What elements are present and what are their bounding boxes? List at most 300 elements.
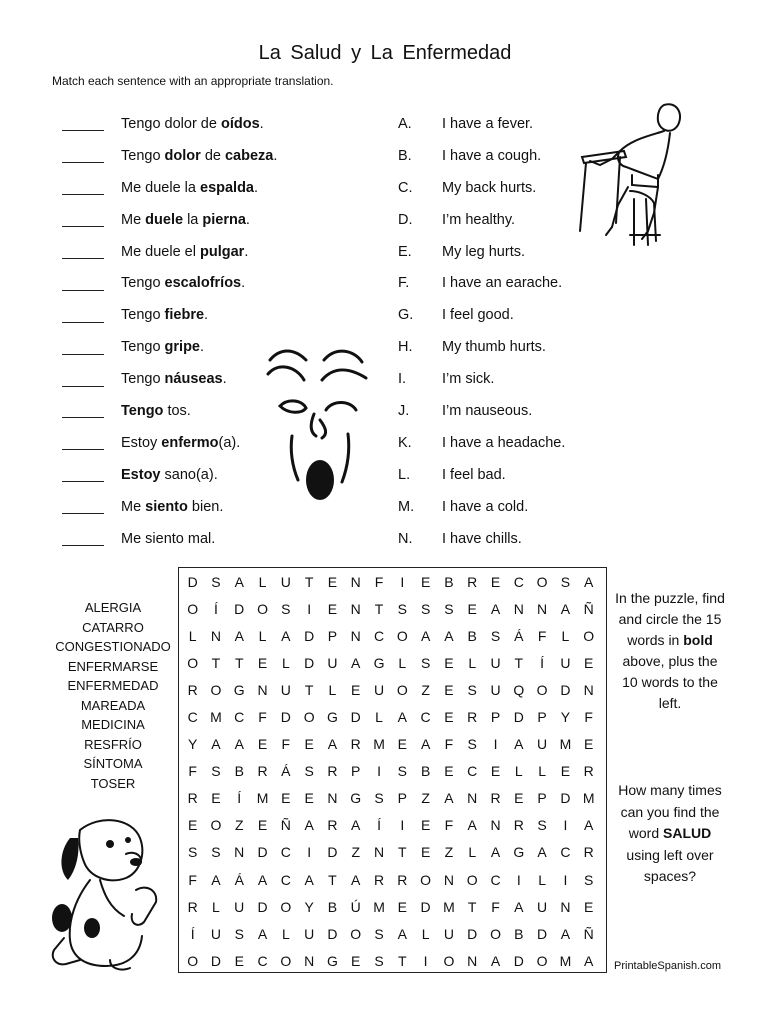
grid-letter[interactable]: R	[327, 817, 338, 834]
grid-letter[interactable]: O	[210, 681, 222, 698]
grid-letter[interactable]: S	[397, 763, 407, 780]
grid-letter[interactable]: L	[538, 871, 546, 888]
grid-letter[interactable]: R	[583, 763, 594, 780]
grid-letter[interactable]: M	[256, 790, 269, 807]
grid-letter[interactable]: C	[490, 871, 501, 888]
grid-row	[181, 920, 600, 947]
grid-letter[interactable]: U	[490, 654, 501, 671]
grid-letter[interactable]: E	[304, 736, 314, 753]
grid-letter[interactable]: N	[467, 952, 478, 969]
grid-letter[interactable]: Y	[560, 709, 571, 726]
grid-letter[interactable]: R	[187, 790, 198, 807]
grid-letter[interactable]: N	[467, 790, 478, 807]
grid-letter[interactable]: Ú	[350, 898, 361, 915]
grid-letter[interactable]: I	[516, 871, 521, 888]
grid-letter[interactable]: E	[444, 763, 454, 780]
grid-letter[interactable]: N	[327, 790, 338, 807]
text-segment: .	[273, 147, 278, 164]
grid-letter[interactable]: C	[420, 709, 431, 726]
grid-letter[interactable]: U	[560, 654, 571, 671]
grid-letter[interactable]: A	[397, 925, 407, 942]
grid-letter[interactable]: L	[212, 898, 220, 915]
grid-letter[interactable]: E	[490, 573, 501, 590]
grid-letter[interactable]: P	[351, 763, 361, 780]
grid-letter[interactable]: A	[537, 844, 547, 861]
grid-letter[interactable]: N	[560, 898, 571, 915]
grid-letter[interactable]: P	[537, 790, 547, 807]
grid-letter[interactable]: U	[280, 681, 291, 698]
grid-letter[interactable]: D	[560, 681, 571, 698]
grid-letter[interactable]: U	[490, 681, 501, 698]
grid-letter[interactable]: E	[514, 790, 524, 807]
grid-letter[interactable]: F	[374, 573, 384, 590]
grid-letter[interactable]: C	[280, 871, 291, 888]
grid-letter[interactable]: R	[583, 844, 594, 861]
grid-letter[interactable]: E	[420, 573, 431, 590]
grid-letter[interactable]: N	[350, 600, 361, 617]
grid-letter[interactable]: L	[258, 627, 267, 644]
grid-letter[interactable]: S	[560, 573, 571, 590]
grid-letter[interactable]: P	[397, 790, 407, 807]
grid-letter[interactable]: P	[490, 709, 501, 726]
grid-letter[interactable]: M	[443, 898, 455, 915]
grid-letter[interactable]: N	[373, 844, 385, 861]
grid-letter[interactable]: S	[211, 573, 221, 590]
grid-letter[interactable]: A	[351, 654, 361, 671]
grid-letter[interactable]: N	[350, 627, 361, 644]
grid-letter[interactable]: A	[490, 952, 501, 969]
grid-letter[interactable]: Ñ	[280, 817, 291, 834]
grid-letter[interactable]: Á	[234, 871, 244, 888]
translation-letter: L.	[398, 466, 411, 483]
grid-letter[interactable]: D	[187, 573, 198, 590]
grid-letter[interactable]: N	[210, 627, 221, 644]
answer-blank[interactable]	[62, 372, 104, 387]
sentence-text	[121, 403, 191, 419]
grid-letter[interactable]: O	[536, 952, 548, 969]
grid-letter[interactable]: R	[350, 736, 361, 753]
grid-letter[interactable]: O	[420, 871, 432, 888]
grid-letter[interactable]: O	[187, 600, 199, 617]
grid-letter[interactable]: S	[211, 844, 221, 861]
grid-letter[interactable]: F	[444, 817, 454, 834]
grid-letter[interactable]: T	[398, 952, 407, 969]
grid-letter[interactable]: E	[257, 736, 268, 753]
grid-letter[interactable]: C	[280, 844, 291, 861]
grid-letter[interactable]: R	[513, 817, 524, 834]
grid-letter[interactable]: A	[351, 817, 361, 834]
grid-letter[interactable]: N	[583, 681, 594, 698]
grid-letter[interactable]: A	[444, 627, 454, 644]
grid-letter[interactable]: I	[493, 736, 498, 753]
grid-letter[interactable]: O	[536, 681, 548, 698]
translation-letter: B.	[398, 147, 412, 164]
grid-letter[interactable]: B	[514, 925, 524, 942]
grid-letter[interactable]: F	[188, 871, 197, 888]
grid-letter[interactable]: M	[373, 898, 385, 915]
grid-letter[interactable]: A	[444, 790, 454, 807]
grid-letter[interactable]: S	[490, 627, 501, 644]
sentence-row	[62, 140, 382, 172]
grid-letter[interactable]: O	[280, 952, 292, 969]
grid-letter[interactable]: G	[326, 709, 338, 726]
grid-letter[interactable]: T	[374, 600, 384, 617]
answer-blank[interactable]	[62, 116, 104, 131]
grid-letter[interactable]: G	[326, 952, 338, 969]
grid-letter[interactable]: E	[444, 709, 454, 726]
grid-letter[interactable]: U	[537, 898, 548, 915]
grid-letter[interactable]: S	[584, 871, 594, 888]
grid-letter[interactable]: F	[258, 709, 267, 726]
grid-letter[interactable]: A	[234, 736, 244, 753]
grid-letter[interactable]: A	[351, 871, 361, 888]
grid-letter[interactable]: O	[396, 627, 408, 644]
text-segment: gripe	[164, 339, 200, 356]
grid-letter[interactable]: T	[514, 654, 524, 671]
answer-blank[interactable]	[62, 148, 104, 163]
grid-letter[interactable]: D	[327, 925, 338, 942]
grid-letter[interactable]: D	[513, 709, 524, 726]
grid-letter[interactable]: I	[563, 817, 568, 834]
grid-letter[interactable]: R	[397, 871, 408, 888]
grid-letter[interactable]: I	[563, 871, 568, 888]
grid-letter[interactable]: L	[281, 654, 290, 671]
grid-letter[interactable]: C	[467, 763, 478, 780]
grid-letter[interactable]: O	[583, 627, 595, 644]
grid-letter[interactable]: I	[423, 952, 428, 969]
grid-letter[interactable]: Z	[351, 844, 360, 861]
grid-letter[interactable]: L	[421, 925, 430, 942]
grid-letter[interactable]: G	[233, 681, 245, 698]
grid-letter[interactable]: F	[537, 627, 547, 644]
grid-letter[interactable]: A	[234, 627, 244, 644]
grid-letter[interactable]: E	[467, 600, 477, 617]
grid-letter[interactable]: A	[327, 736, 338, 753]
answer-blank[interactable]	[62, 467, 104, 482]
grid-letter[interactable]: Y	[187, 736, 198, 753]
grid-letter[interactable]: A	[397, 709, 407, 726]
grid-letter[interactable]: R	[467, 709, 478, 726]
grid-letter[interactable]: M	[559, 736, 572, 753]
grid-letter[interactable]: L	[398, 654, 407, 671]
grid-letter[interactable]: I	[377, 763, 381, 780]
grid-letter[interactable]: A	[234, 573, 244, 590]
grid-letter[interactable]: U	[443, 925, 454, 942]
grid-letter[interactable]: S	[374, 925, 384, 942]
grid-letter[interactable]: S	[467, 681, 477, 698]
grid-letter[interactable]: E	[327, 600, 338, 617]
grid-letter[interactable]: O	[536, 573, 548, 590]
sentence-text	[121, 499, 223, 515]
grid-letter[interactable]: S	[374, 952, 384, 969]
grid-letter[interactable]: F	[281, 736, 291, 753]
grid-letter[interactable]: N	[234, 844, 245, 861]
grid-letter[interactable]: C	[187, 709, 198, 726]
grid-letter[interactable]: R	[327, 763, 338, 780]
grid-letter[interactable]: G	[373, 654, 385, 671]
translation-row	[398, 108, 598, 140]
grid-letter[interactable]: E	[304, 790, 314, 807]
grid-letter[interactable]: O	[257, 600, 268, 617]
grid-letter[interactable]: O	[303, 709, 315, 726]
grid-letter[interactable]: S	[537, 817, 547, 834]
grid-letter[interactable]: O	[280, 898, 292, 915]
grid-letter[interactable]: F	[584, 709, 593, 726]
grid-letter[interactable]: T	[211, 654, 221, 671]
grid-letter[interactable]: R	[187, 681, 198, 698]
grid-letter[interactable]: R	[187, 898, 198, 915]
grid-letter[interactable]: A	[584, 952, 594, 969]
grid-letter[interactable]: R	[257, 763, 268, 780]
grid-letter[interactable]: S	[234, 925, 244, 942]
grid-letter[interactable]: E	[397, 736, 407, 753]
grid-letter[interactable]: A	[560, 600, 571, 617]
grid-letter[interactable]: A	[281, 627, 291, 644]
grid-letter[interactable]: T	[304, 573, 314, 590]
answer-blank[interactable]	[62, 499, 104, 514]
grid-letter[interactable]: E	[490, 763, 501, 780]
grid-letter[interactable]: D	[560, 790, 571, 807]
grid-letter[interactable]: D	[210, 952, 221, 969]
grid-letter[interactable]: O	[350, 925, 362, 942]
grid-letter[interactable]: A	[304, 871, 314, 888]
grid-letter[interactable]: O	[187, 654, 199, 671]
word-list-item: SÍNTOMA	[83, 756, 143, 771]
grid-letter[interactable]: D	[304, 627, 315, 644]
grid-letter[interactable]: E	[444, 654, 454, 671]
grid-letter[interactable]: E	[281, 790, 291, 807]
grid-letter[interactable]: L	[538, 763, 546, 780]
answer-blank[interactable]	[62, 308, 104, 323]
grid-letter[interactable]: A	[514, 736, 524, 753]
grid-letter[interactable]: S	[374, 790, 384, 807]
grid-letter[interactable]: Q	[513, 681, 525, 698]
answer-blank[interactable]	[62, 244, 104, 259]
grid-letter[interactable]: Í	[377, 817, 381, 834]
grid-letter[interactable]: E	[420, 817, 431, 834]
grid-letter[interactable]: N	[443, 871, 454, 888]
grid-letter[interactable]: Í	[190, 925, 195, 942]
grid-letter[interactable]: S	[397, 600, 407, 617]
text-segment: Estoy	[121, 434, 162, 451]
grid-letter[interactable]: N	[513, 600, 524, 617]
grid-letter[interactable]: B	[234, 763, 244, 780]
grid-letter[interactable]: M	[582, 790, 595, 807]
grid-letter[interactable]: O	[396, 681, 408, 698]
grid-letter[interactable]: S	[420, 654, 431, 671]
grid-letter[interactable]: Ñ	[583, 925, 594, 942]
grid-letter[interactable]: E	[257, 654, 268, 671]
grid-letter[interactable]: E	[584, 654, 594, 671]
grid-letter[interactable]: M	[373, 736, 385, 753]
grid-letter[interactable]: D	[257, 898, 268, 915]
grid-letter[interactable]: B	[467, 627, 477, 644]
grid-letter[interactable]: U	[537, 736, 548, 753]
grid-letter[interactable]: L	[281, 925, 290, 942]
grid-letter[interactable]: L	[468, 844, 477, 861]
grid-letter[interactable]: U	[304, 925, 315, 942]
grid-letter[interactable]: D	[420, 898, 431, 915]
grid-letter[interactable]: O	[187, 952, 199, 969]
answer-blank[interactable]	[62, 180, 104, 195]
grid-letter[interactable]: O	[490, 925, 501, 942]
grid-letter[interactable]: D	[280, 709, 291, 726]
grid-letter[interactable]: P	[537, 709, 547, 726]
grid-letter[interactable]: A	[467, 817, 477, 834]
grid-letter[interactable]: L	[375, 709, 383, 726]
grid-letter[interactable]: S	[444, 600, 454, 617]
grid-letter[interactable]: Z	[444, 844, 454, 861]
grid-letter[interactable]: L	[468, 654, 477, 671]
grid-letter[interactable]: S	[304, 763, 314, 780]
grid-letter[interactable]: E	[187, 817, 198, 834]
grid-letter[interactable]: A	[514, 898, 524, 915]
grid-letter[interactable]: N	[304, 952, 315, 969]
grid-letter[interactable]: E	[351, 681, 361, 698]
grid-letter[interactable]: G	[350, 790, 362, 807]
grid-letter[interactable]: N	[350, 573, 361, 590]
grid-letter[interactable]: M	[559, 952, 572, 969]
grid-letter[interactable]: O	[466, 871, 478, 888]
answer-blank[interactable]	[62, 435, 104, 450]
word-list-item: ALERGIA	[84, 600, 142, 615]
grid-letter[interactable]: C	[373, 627, 385, 644]
grid-letter[interactable]: L	[328, 681, 337, 698]
grid-letter[interactable]: Z	[234, 817, 244, 834]
grid-letter[interactable]: Ñ	[583, 600, 594, 617]
grid-letter[interactable]: R	[373, 871, 385, 888]
text-segment: Tengo	[121, 371, 165, 388]
grid-letter[interactable]: I	[400, 817, 405, 834]
grid-letter[interactable]: T	[467, 898, 477, 915]
grid-letter[interactable]: S	[281, 600, 291, 617]
grid-letter[interactable]: R	[467, 573, 478, 590]
grid-letter[interactable]: Í	[540, 654, 545, 671]
grid-letter[interactable]: E	[351, 952, 361, 969]
grid-letter[interactable]: A	[211, 736, 221, 753]
grid-letter[interactable]: D	[467, 925, 478, 942]
grid-letter[interactable]: U	[234, 898, 245, 915]
grid-letter[interactable]: U	[280, 573, 291, 590]
grid-letter[interactable]: Í	[237, 790, 242, 807]
grid-letter[interactable]: A	[584, 817, 594, 834]
grid-letter[interactable]: I	[400, 573, 405, 590]
grid-letter[interactable]: E	[420, 844, 431, 861]
grid-letter[interactable]: A	[304, 817, 314, 834]
grid-letter[interactable]: O	[210, 817, 222, 834]
grid-letter[interactable]: S	[211, 763, 221, 780]
grid-letter[interactable]: I	[307, 844, 312, 861]
answer-blank[interactable]	[62, 531, 104, 546]
grid-letter[interactable]: U	[327, 654, 338, 671]
grid-letter[interactable]: F	[188, 763, 197, 780]
grid-letter[interactable]: A	[211, 871, 221, 888]
grid-letter[interactable]: C	[560, 844, 571, 861]
answer-blank[interactable]	[62, 276, 104, 291]
grid-letter[interactable]: A	[584, 573, 594, 590]
answer-blank[interactable]	[62, 403, 104, 418]
grid-letter[interactable]: A	[490, 844, 501, 861]
grid-letter[interactable]: E	[560, 763, 571, 780]
answer-blank[interactable]	[62, 212, 104, 227]
grid-letter[interactable]: A	[420, 736, 431, 753]
grid-letter[interactable]: E	[211, 790, 221, 807]
grid-letter[interactable]: D	[257, 844, 268, 861]
grid-letter[interactable]: L	[258, 573, 267, 590]
grid-letter[interactable]: Í	[214, 600, 218, 617]
word-list-item: ENFERMARSE	[67, 658, 159, 674]
grid-letter[interactable]: S	[187, 844, 198, 861]
grid-letter[interactable]: D	[350, 709, 361, 726]
grid-letter[interactable]: N	[257, 681, 268, 698]
grid-letter[interactable]: E	[327, 573, 338, 590]
grid-letter[interactable]: D	[234, 600, 245, 617]
grid-letter[interactable]: N	[490, 817, 501, 834]
grid-letter[interactable]: E	[584, 736, 594, 753]
grid-letter[interactable]: T	[328, 871, 337, 888]
grid-letter[interactable]: F	[444, 736, 454, 753]
grid-letter[interactable]: N	[537, 600, 548, 617]
translation-text: I have a cold.	[442, 498, 529, 515]
text-segment: espalda	[200, 179, 254, 196]
grid-letter[interactable]: E	[257, 817, 268, 834]
grid-letter[interactable]: F	[491, 898, 500, 915]
grid-letter[interactable]: L	[188, 627, 197, 644]
grid-letter[interactable]: R	[490, 790, 501, 807]
grid-letter[interactable]: M	[210, 709, 222, 726]
grid-letter[interactable]: E	[234, 952, 244, 969]
grid-letter[interactable]: U	[210, 925, 221, 942]
grid-letter[interactable]: G	[513, 844, 525, 861]
grid-letter[interactable]: A	[490, 600, 501, 617]
grid-letter[interactable]: Á	[514, 627, 524, 644]
grid-letter[interactable]: U	[373, 681, 385, 698]
grid-letter[interactable]: T	[304, 681, 314, 698]
grid-letter[interactable]: Z	[421, 790, 430, 807]
grid-letter[interactable]: B	[444, 573, 454, 590]
grid-letter[interactable]: A	[560, 925, 571, 942]
grid-letter[interactable]: S	[467, 736, 477, 753]
answer-blank[interactable]	[62, 340, 104, 355]
grid-letter[interactable]: C	[234, 709, 245, 726]
grid-letter[interactable]: B	[327, 898, 338, 915]
grid-letter[interactable]: S	[420, 600, 431, 617]
grid-letter[interactable]: I	[307, 600, 312, 617]
grid-letter[interactable]: T	[398, 844, 407, 861]
grid-letter[interactable]: D	[304, 654, 315, 671]
grid-letter[interactable]: A	[257, 925, 268, 942]
grid-letter[interactable]: Y	[304, 898, 314, 915]
grid-letter[interactable]: D	[327, 844, 338, 861]
grid-letter[interactable]: A	[420, 627, 431, 644]
grid-letter[interactable]: D	[513, 952, 524, 969]
grid-letter[interactable]: C	[513, 573, 524, 590]
grid-letter[interactable]: O	[443, 952, 455, 969]
grid-letter[interactable]: L	[514, 763, 523, 780]
grid-letter[interactable]: L	[561, 627, 570, 644]
grid-letter[interactable]: B	[420, 763, 431, 780]
grid-letter[interactable]: Z	[421, 681, 430, 698]
grid-letter[interactable]: E	[444, 681, 454, 698]
grid-letter[interactable]: A	[257, 871, 268, 888]
grid-letter[interactable]: E	[397, 898, 407, 915]
grid-letter[interactable]: Á	[281, 763, 291, 780]
grid-letter[interactable]: C	[257, 952, 268, 969]
grid-letter[interactable]: T	[234, 654, 244, 671]
grid-letter[interactable]: P	[327, 627, 338, 644]
grid-letter[interactable]: E	[584, 898, 594, 915]
grid-letter[interactable]: D	[537, 925, 548, 942]
